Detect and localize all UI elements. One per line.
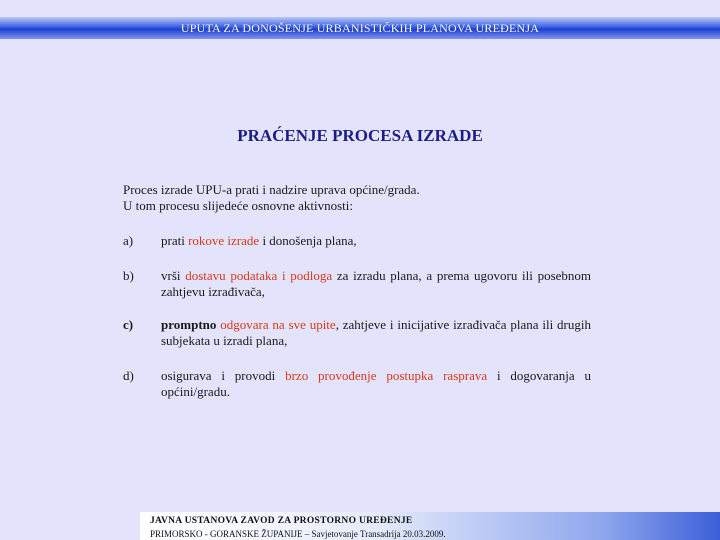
intro-line-2: U tom procesu slijedeće osnovne aktivnosti: xyxy=(123,198,353,213)
item-letter: b) xyxy=(123,268,134,283)
item-letter: c) xyxy=(123,317,134,332)
page-title: PRAĆENJE PROCESA IZRADE xyxy=(237,126,483,145)
item-letter: d) xyxy=(123,368,134,383)
item-text xyxy=(161,233,591,249)
item-text-part: i donošenja plana, xyxy=(259,233,357,248)
item-highlight: brzo provođenje postupka rasprava xyxy=(285,368,488,383)
item-highlight: rokove izrade xyxy=(188,233,260,248)
item-text xyxy=(161,268,591,300)
item-bold-part: promptno xyxy=(161,317,217,332)
item-highlight: odgovara na sve upite xyxy=(216,317,336,332)
item-text-part: prati xyxy=(161,233,189,248)
item-text xyxy=(161,368,591,400)
item-highlight: dostavu podataka i podloga xyxy=(185,268,333,283)
header-title: UPUTA ZA DONOŠENJE URBANISTIČKIH PLANOVA UREĐENJA xyxy=(180,21,540,35)
intro-line-1: Proces izrade UPU-a prati i nadzire uprava općine/grada. xyxy=(123,182,420,197)
footer-organization: JAVNA USTANOVA ZAVOD ZA PROSTORNO UREĐENJE xyxy=(150,516,413,526)
item-text-part: osigurava i provodi xyxy=(161,368,286,383)
item-text-part: i dogovaranja u općini/gradu. xyxy=(161,368,591,399)
item-letter: a) xyxy=(123,233,134,248)
item-text xyxy=(161,317,591,349)
item-text-part: za izradu plana, a prema ugovoru ili posebnom zahtjevu izrađivača, xyxy=(161,268,592,299)
item-text-part: vrši xyxy=(161,268,186,283)
intro-text xyxy=(123,182,603,214)
item-text-part: , zahtjeve i inicijative izrađivača plana ili drugih subjekata u izradi plana, xyxy=(161,317,591,348)
footer-event: PRIMORSKO - GORANSKE ŽUPANIJE – Savjetovanje Transadrija 20.03.2009. xyxy=(150,529,446,539)
